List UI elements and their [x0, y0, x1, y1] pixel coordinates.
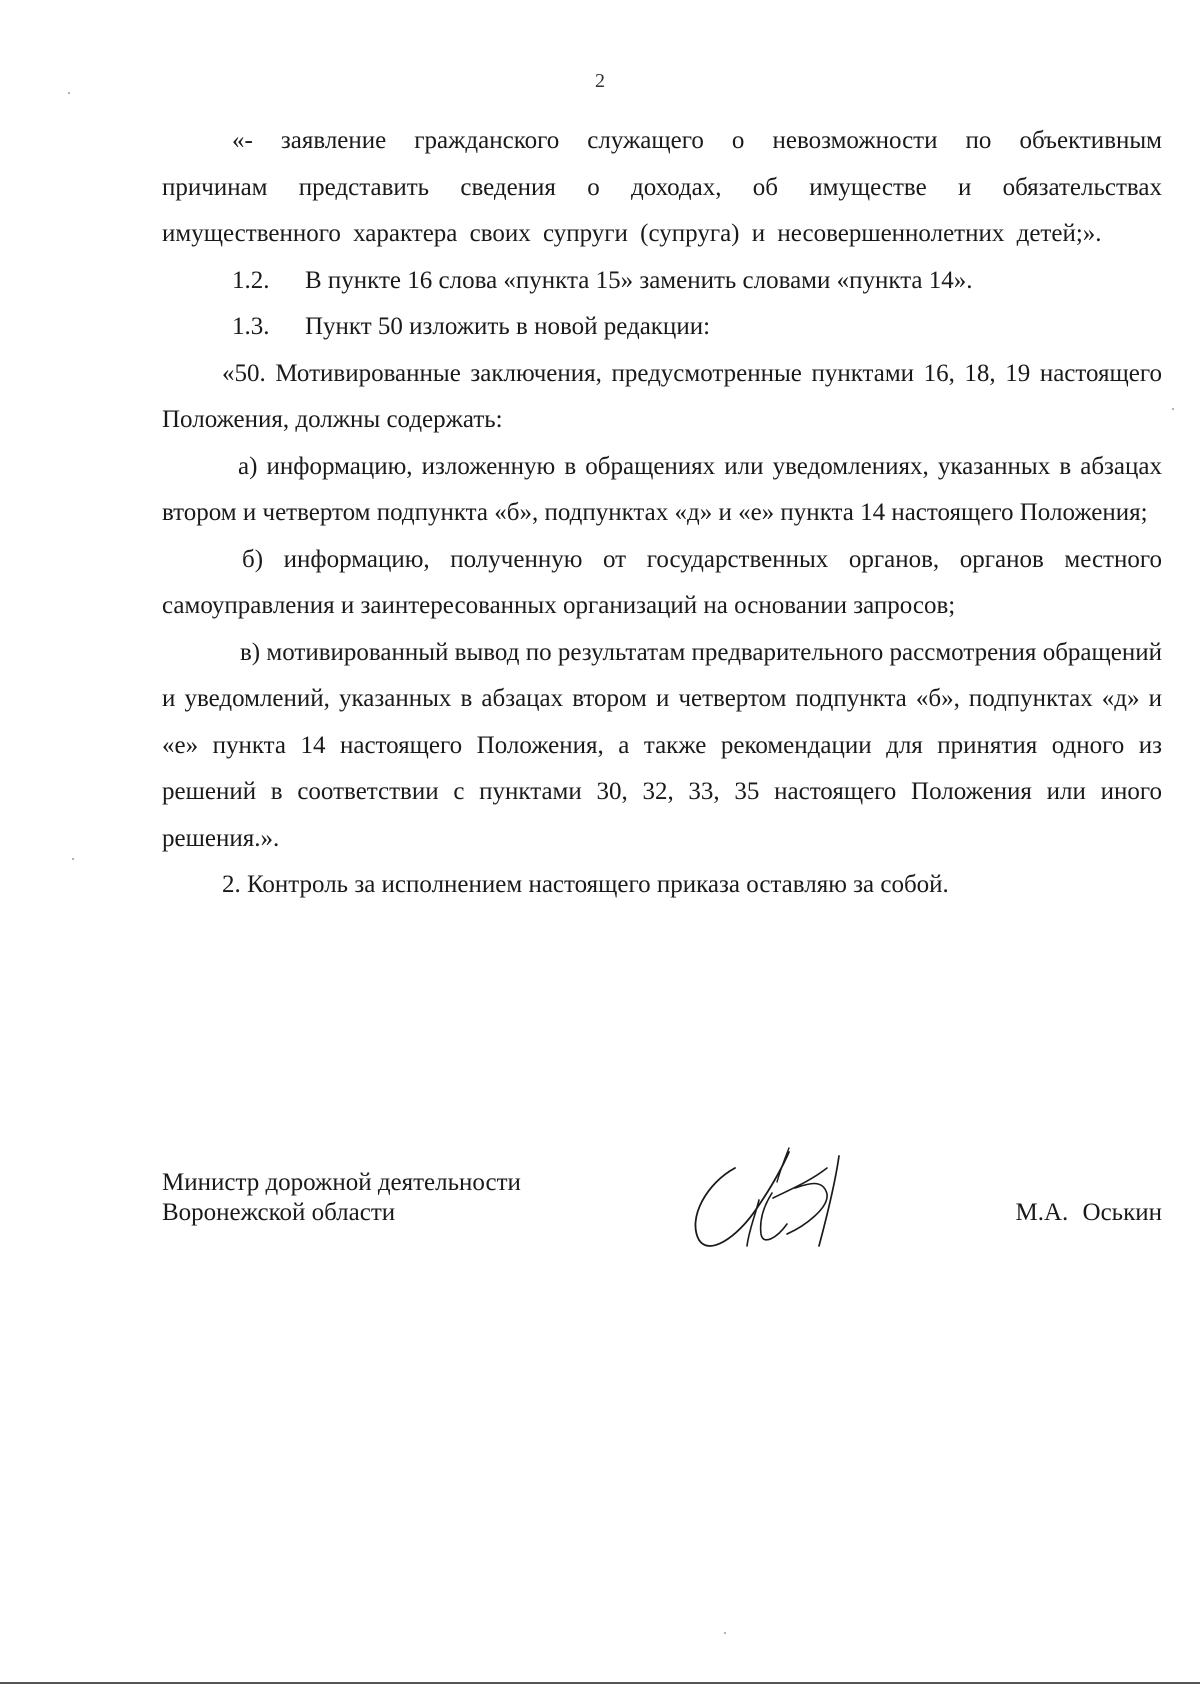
item-text: В пункте 16 слова «пункта 15» заменить словами «пункта 14». [305, 266, 973, 294]
scan-speck [68, 92, 70, 94]
paragraph-statement: «- заявление гражданского служащего о невозможности по объективным причинам представить сведения о доходах, об имуществе и обязательствах имущественного характера своих супруги (супруга) и несовершеннолетних детей;». [162, 127, 1162, 247]
item-number: 1.2. [232, 266, 270, 294]
scan-speck [724, 1632, 726, 1634]
item-text: Пункт 50 изложить в новой редакции: [305, 313, 711, 340]
position-line-1: Министр дорожной деятельности [162, 1169, 521, 1196]
handwritten-signature [677, 1138, 877, 1258]
subparagraph-b: б) информацию, полученную от государственных органов, органов местного самоуправления и заинтересованных организаций на основании запросов; [162, 545, 1162, 619]
subparagraph-v: в) мотивированный вывод по результатам предварительного рассмотрения обращений и уведомлений, указанных в абзацах втором и четвертом подпункта «б», подпунктах «д» и «е» пункта 14 настоящего Положения, а также рекомендации для принятия одного из решений в соответствии с пунктами 30, 32, 33, 35 настоящего Положения или иного решения.». [162, 638, 1162, 852]
scan-edge-line [0, 1682, 1200, 1684]
signature-block [162, 1168, 1162, 1308]
paragraph-control: 2. Контроль за исполнением настоящего приказа оставляю за собой. [222, 871, 949, 898]
document-body [162, 118, 1162, 909]
subparagraph-a: а) информацию, изложенную в обращениях или уведомлениях, указанных в абзацах втором и четвертом подпункта «б», подпунктах «д» и «е» пункта 14 настоящего Положения; [162, 452, 1162, 526]
position-line-2: Воронежской области [162, 1199, 396, 1226]
paragraph-point-50: «50. Мотивированные заключения, предусмотренные пунктами 16, 18, 19 настоящего Положения, должны содержать: [162, 359, 1162, 433]
item-1-2 [162, 258, 1162, 305]
page-number: 2 [595, 70, 605, 92]
item-1-3 [162, 304, 1162, 351]
signatory-name: М.А. Оськин [1015, 1199, 1162, 1226]
item-number: 1.3. [232, 313, 270, 340]
scan-speck [1172, 408, 1174, 410]
scan-speck [72, 858, 74, 860]
signatory-position [162, 1168, 521, 1228]
